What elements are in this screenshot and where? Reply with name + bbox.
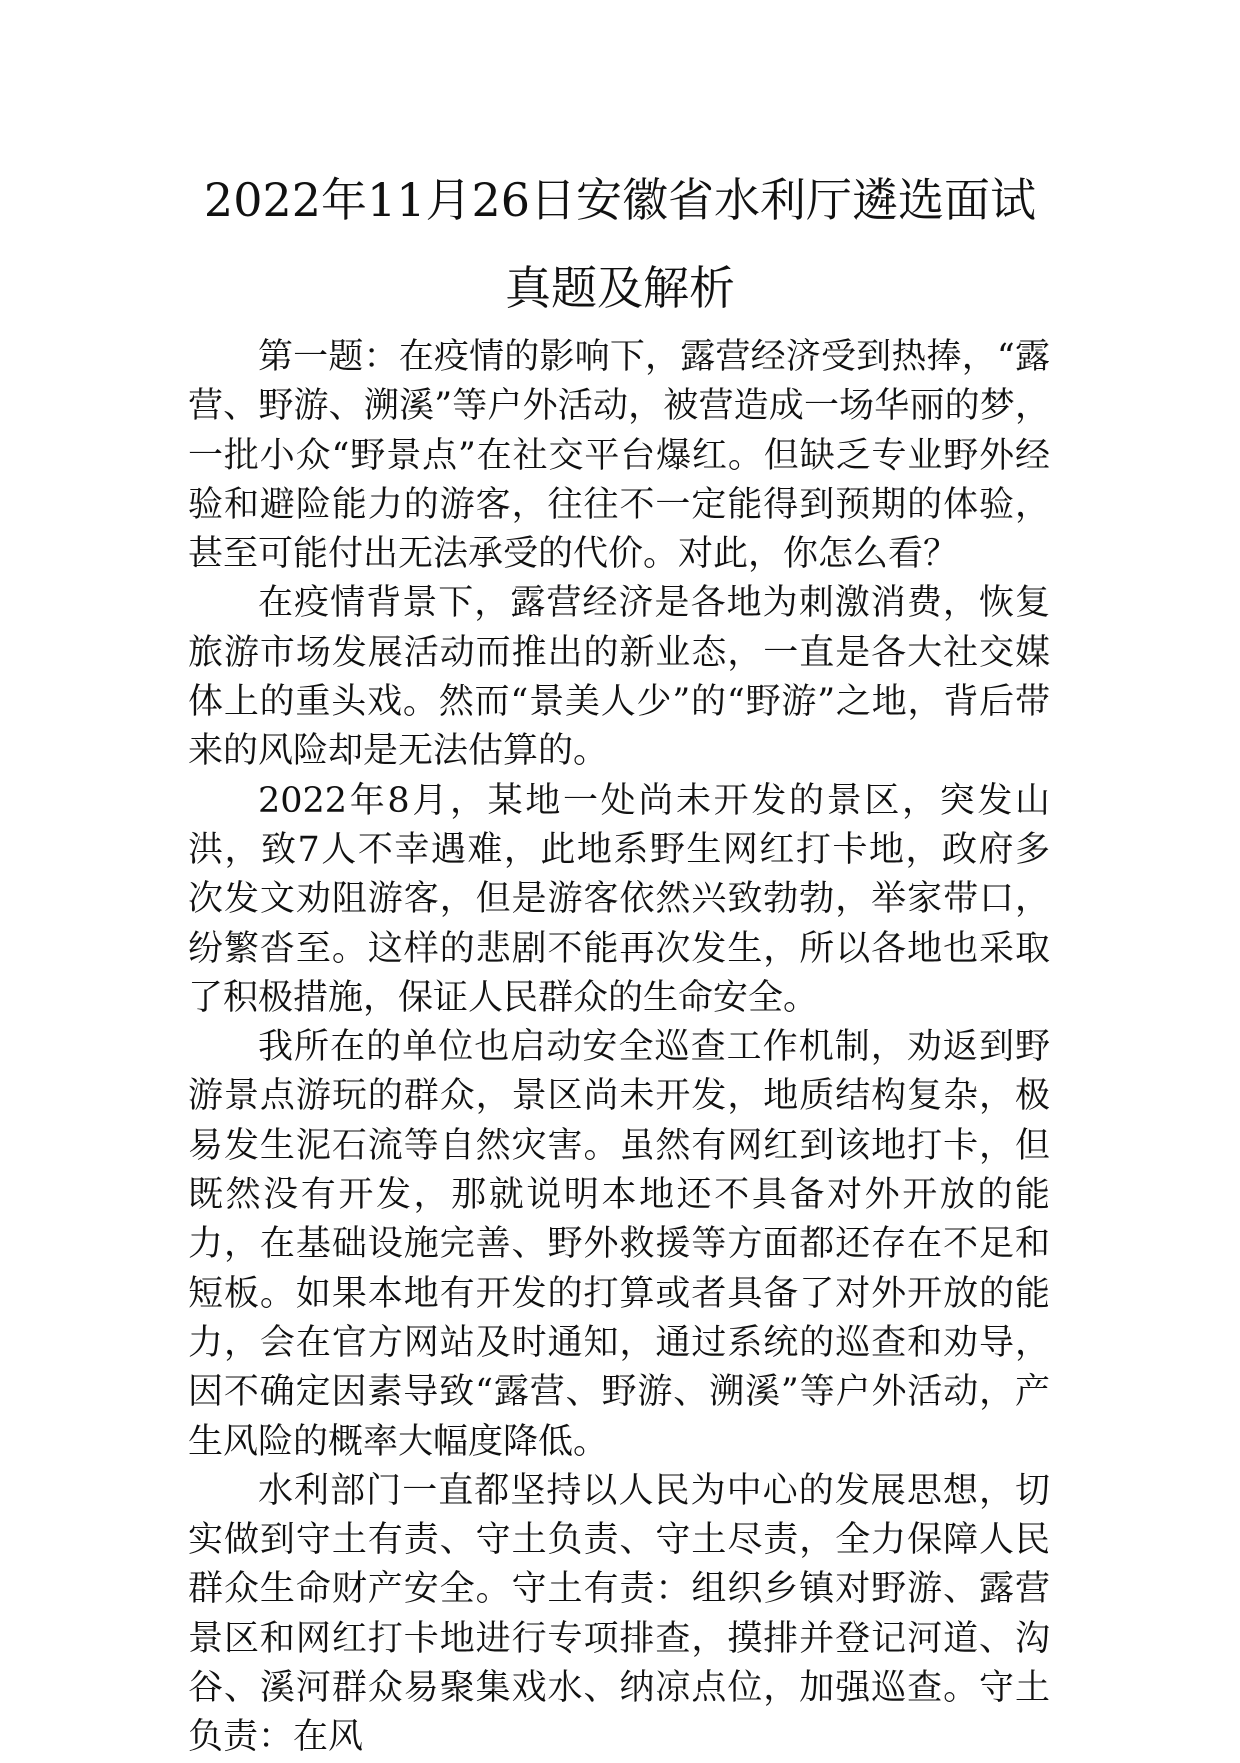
paragraph-answer-water-department: 水利部门一直都坚持以人民为中心的发展思想，切实做到守土有责、守土负责、守土尽责，全力保障人民群众生命财产安全。守土有责：组织乡镇对野游、露营景区和网红打卡地进行专项排查，摸排并登记河道、沟谷、溪河群众易聚集戏水、纳凉点位，加强巡查。守土负责：在风 [188,1470,1050,1758]
paragraph-question-1: 第一题：在疫情的影响下，露营经济受到热捧，“露营、野游、溯溪”等户外活动，被营造成一场华丽的梦，一批小众“野景点”在社交平台爆红。但缺乏专业野外经验和避险能力的游客，往往不一定能得到预期的体验，甚至可能付出无法承受的代价。对此，你怎么看？ [188,337,1050,575]
paragraph-answer-intro: 在疫情背景下，露营经济是各地为刺激消费，恢复旅游市场发展活动而推出的新业态，一直是各大社交媒体上的重头戏。然而“景美人少”的“野游”之地，背后带来的风险却是无法估算的。 [188,583,1050,772]
document-title-line-1: 2022年11月26日安徽省水利厅遴选面试 [203,173,1037,227]
document-title-line-2: 真题及解析 [505,261,735,315]
document-body [188,333,1050,1763]
paragraph-answer-example: 2022年8月，某地一处尚未开发的景区，突发山洪，致7人不幸遇难，此地系野生网红打卡地，政府多次发文劝阻游客，但是游客依然兴致勃勃，举家带口，纷繁沓至。这样的悲剧不能再次发生，所以各地也采取了积极措施，保证人民群众的生命安全。 [188,780,1050,1018]
paragraph-answer-unit-measures: 我所在的单位也启动安全巡查工作机制，劝返到野游景点游玩的群众，景区尚未开发，地质结构复杂，极易发生泥石流等自然灾害。虽然有网红到该地打卡，但既然没有开发，那就说明本地还不具备对外开放的能力，在基础设施完善、野外救援等方面都还存在不足和短板。如果本地有开发的打算或者具备了对外开放的能力，会在官方网站及时通知，通过系统的巡查和劝导，因不确定因素导致“露营、野游、溯溪”等户外活动，产生风险的概率大幅度降低。 [188,1027,1050,1462]
